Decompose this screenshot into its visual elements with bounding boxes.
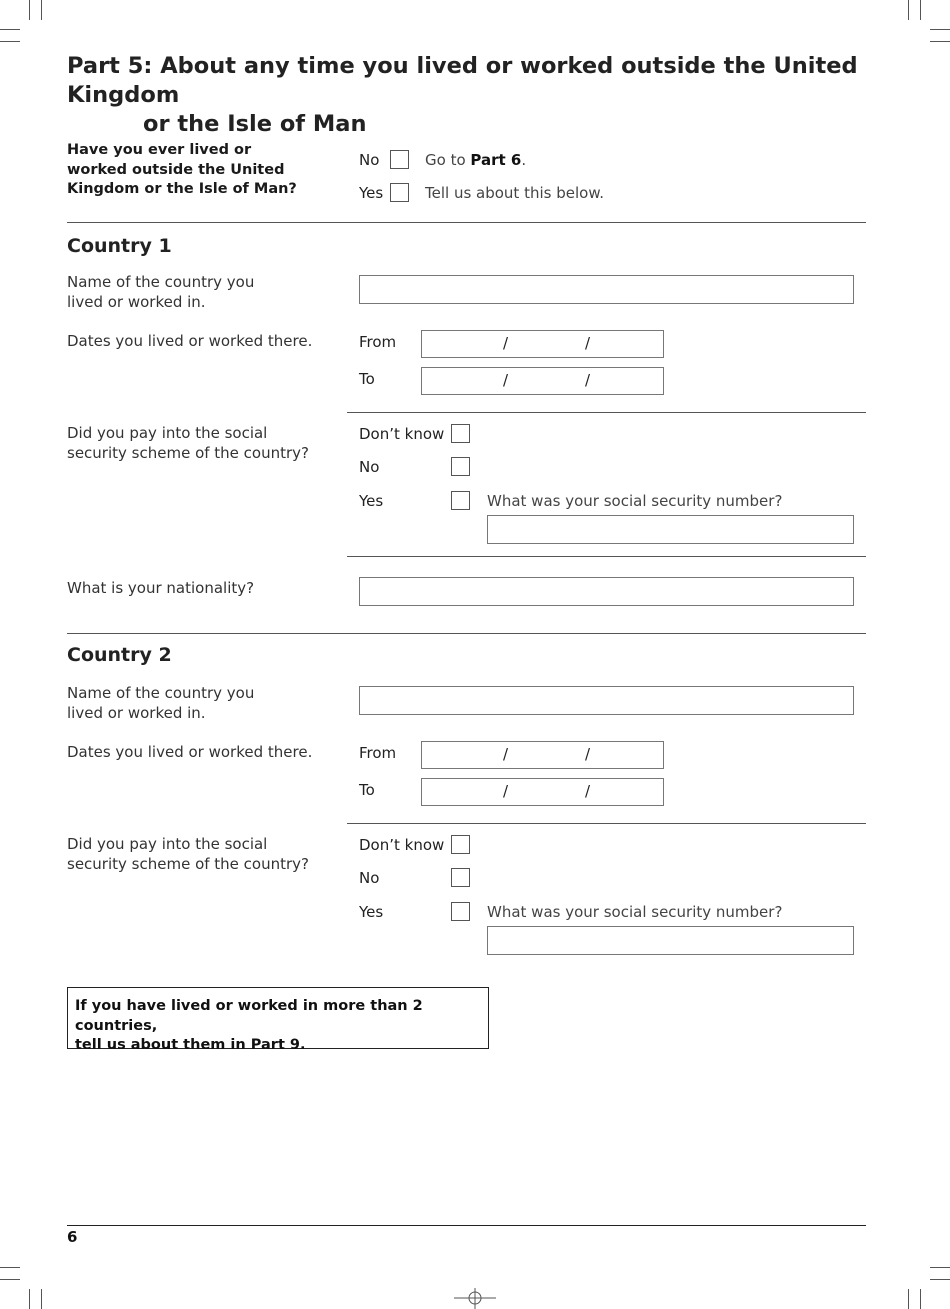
date-separator: / xyxy=(503,371,509,389)
country-2-to-date-input[interactable] xyxy=(421,778,664,806)
country-2-heading: Country 2 xyxy=(67,644,172,666)
crop-mark xyxy=(0,29,20,30)
date-separator: / xyxy=(585,745,591,763)
country-1-name-question xyxy=(67,273,254,312)
country-2-name-question xyxy=(67,684,254,723)
crop-mark xyxy=(930,41,950,42)
country-2-from-label: From xyxy=(359,744,397,762)
crop-mark xyxy=(920,1289,921,1309)
intro-yes-label: Yes xyxy=(359,184,384,202)
page-number: 6 xyxy=(67,1228,78,1246)
question-line: Did you pay into the social xyxy=(67,835,268,853)
question-line: lived or worked in. xyxy=(67,703,206,722)
crop-mark xyxy=(41,0,42,20)
more-countries-note xyxy=(67,987,489,1053)
country-1-heading: Country 1 xyxy=(67,235,172,257)
country-1-nationality-question: What is your nationality? xyxy=(67,579,255,597)
crop-mark xyxy=(930,29,950,30)
question-line: security scheme of the country? xyxy=(67,443,309,462)
crop-mark xyxy=(930,1267,950,1268)
country-2-dont-know-label: Don’t know xyxy=(359,836,445,854)
date-separator: / xyxy=(503,782,509,800)
intro-question xyxy=(67,141,297,200)
country-2-name-input[interactable] xyxy=(359,686,854,715)
divider xyxy=(347,556,866,557)
crop-mark xyxy=(29,0,30,20)
divider xyxy=(347,823,866,824)
country-1-name-input[interactable] xyxy=(359,275,854,304)
country-1-from-label: From xyxy=(359,333,397,351)
date-separator: / xyxy=(503,745,509,763)
note-line: tell us about them in Part 9. xyxy=(75,1037,306,1053)
country-2-from-date-input[interactable] xyxy=(421,741,664,769)
country-2-yes-label: Yes xyxy=(359,903,384,921)
page-title-line1: Part 5: About any time you lived or worked outside the United Kingdom xyxy=(67,53,858,108)
country-1-ssn-input[interactable] xyxy=(487,515,854,544)
intro-no-label: No xyxy=(359,151,380,169)
intro-question-line2: worked outside the United xyxy=(67,161,285,178)
divider xyxy=(67,222,866,223)
country-1-no-label: No xyxy=(359,458,380,476)
question-line: lived or worked in. xyxy=(67,292,206,311)
crop-mark xyxy=(930,1279,950,1280)
question-line: Name of the country you xyxy=(67,273,255,291)
crop-mark xyxy=(908,0,909,20)
crop-mark xyxy=(0,1267,20,1268)
date-separator: / xyxy=(585,782,591,800)
country-2-to-label: To xyxy=(359,781,375,799)
country-1-nationality-input[interactable] xyxy=(359,577,854,606)
country-1-to-label: To xyxy=(359,370,375,388)
country-1-ssn-question: What was your social security number? xyxy=(487,492,783,510)
crop-mark xyxy=(41,1289,42,1309)
intro-question-line1: Have you ever lived or xyxy=(67,142,252,158)
crop-mark xyxy=(908,1289,909,1309)
country-2-no-label: No xyxy=(359,869,380,887)
divider xyxy=(67,633,866,634)
intro-no-instruction: Go to Part 6. xyxy=(425,151,527,169)
country-2-ssn-input[interactable] xyxy=(487,926,854,955)
crop-mark xyxy=(0,1279,20,1280)
crop-mark xyxy=(0,41,20,42)
question-line: Did you pay into the social xyxy=(67,424,268,442)
country-1-yes-checkbox[interactable] xyxy=(451,491,470,510)
intro-yes-checkbox[interactable] xyxy=(390,183,409,202)
country-2-social-question xyxy=(67,835,309,874)
question-line: Name of the country you xyxy=(67,684,255,702)
date-separator: / xyxy=(585,334,591,352)
question-line: security scheme of the country? xyxy=(67,854,309,873)
country-1-social-question xyxy=(67,424,309,463)
date-separator: / xyxy=(585,371,591,389)
intro-question-line3: Kingdom or the Isle of Man? xyxy=(67,181,297,197)
country-2-dont-know-checkbox[interactable] xyxy=(451,835,470,854)
divider xyxy=(347,412,866,413)
country-1-dont-know-checkbox[interactable] xyxy=(451,424,470,443)
country-2-no-checkbox[interactable] xyxy=(451,868,470,887)
note-line: If you have lived or worked in more than 2 countries, xyxy=(75,998,423,1034)
country-1-dates-question: Dates you lived or worked there. xyxy=(67,332,313,350)
intro-no-checkbox[interactable] xyxy=(390,150,409,169)
date-separator: / xyxy=(503,334,509,352)
page-title xyxy=(67,52,950,139)
country-1-to-date-input[interactable] xyxy=(421,367,664,395)
country-1-dont-know-label: Don’t know xyxy=(359,425,445,443)
country-1-yes-label: Yes xyxy=(359,492,384,510)
crop-mark xyxy=(29,1289,30,1309)
country-1-no-checkbox[interactable] xyxy=(451,457,470,476)
crop-mark xyxy=(920,0,921,20)
footer-rule xyxy=(67,1225,866,1226)
country-1-from-date-input[interactable] xyxy=(421,330,664,358)
country-2-yes-checkbox[interactable] xyxy=(451,902,470,921)
country-2-ssn-question: What was your social security number? xyxy=(487,903,783,921)
registration-mark-icon xyxy=(454,1288,496,1309)
intro-yes-instruction: Tell us about this below. xyxy=(425,184,604,202)
country-2-dates-question: Dates you lived or worked there. xyxy=(67,743,313,761)
page-title-line2: or the Isle of Man xyxy=(143,111,367,137)
